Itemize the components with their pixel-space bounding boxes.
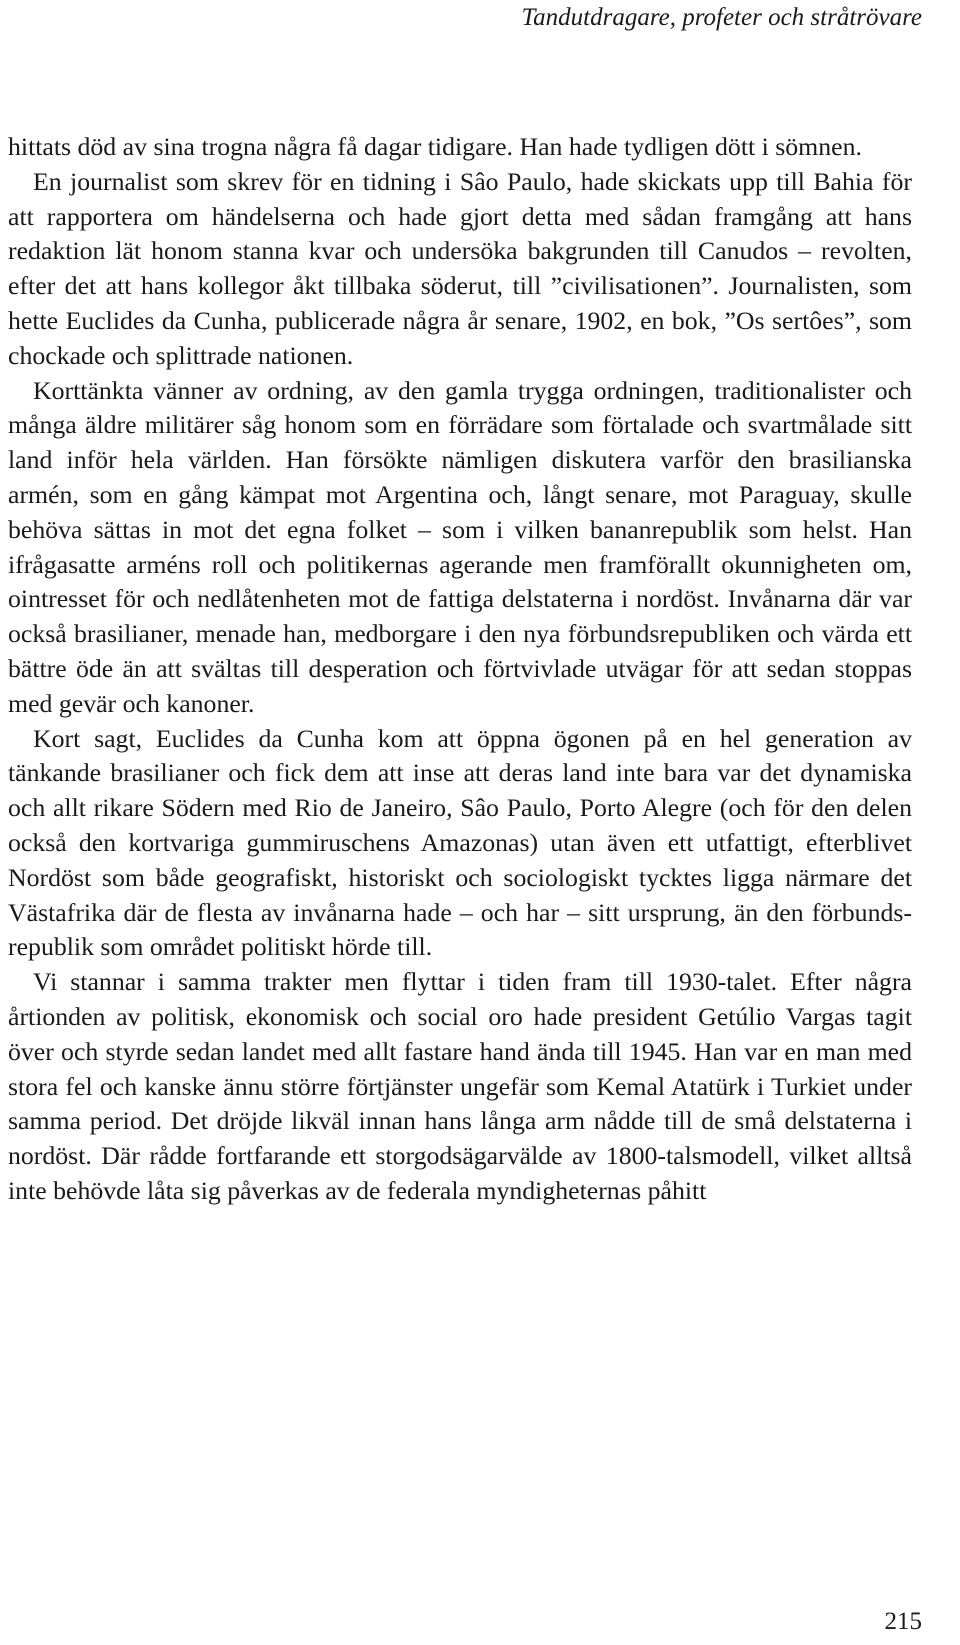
body-text — [8, 130, 912, 1209]
page-number: 215 — [884, 1608, 922, 1635]
paragraph-journalist: En journalist som skrev för en tidning i Sâo Paulo, hade skickats upp till Bahia för att rapportera om händelserna och hade gjort detta med sådan framgång att hans redaktion lät honom stanna kvar och undersöka bakgrunden till Canudos – revolten, efter det att hans kollegor åkt tillbaka söderut, till ”civilisationen”. Journalisten, som hette Euclides da Cunha, publicerade några år senare, 1902, en bok, ”Os sertôes”, som chockade och splittrade nationen. — [8, 166, 912, 370]
paragraph-critics: Korttänkta vänner av ordning, av den gamla trygga ordningen, traditionalister och många äldre militärer såg honom som en förrädare som förtalade och svartmålade sitt land inför hela världen. Han försökte nämligen diskutera varför den brasilianska armén, som en gång kämpat mot Argentina och, långt senare, mot Paraguay, skulle behöva sättas in mot det egna folket – som i vilken bananrepublik som helst. Han ifrågasatte arméns roll och politikernas agerande men framförallt okunnigheten om, ointresset för och nedlåtenheten mot de fattiga delstaterna i nordöst. Invånarna där var också brasilianer, menade han, medborgare i den nya förbundsrepubliken och värda ett bättre öde än att svältas till desperation och förtvivlade utvägar för att sedan stoppas med gevär och kanoner. — [8, 375, 912, 718]
paragraph-continuation: hittats död av sina trogna några få dagar tidigare. Han hade tydligen dött i sömnen. — [8, 132, 862, 161]
running-header: Tandutdragare, profeter och stråtrövare — [521, 4, 922, 31]
paragraph-vargas: Vi stannar i samma trakter men flyttar i tiden fram till 1930-talet. Efter några årtionden av politisk, ekonomisk och social oro hade president Getúlio Vargas tagit över och styrde sedan landet med allt fastare hand ända till 1945. Han var en man med stora fel och kanske ännu större förtjänster ungefär som Kemal Atatürk i Turkiet under samma period. Det dröjde likväl innan hans långa arm nådde till de små delstaterna i nordöst. Där rådde fortfarande ett storgodsägarvälde av 1800-talsmodell, vilket alltså inte behövde låta sig påverkas av de federala myndigheternas påhitt — [8, 967, 912, 1205]
paragraph-generation: Kort sagt, Euclides da Cunha kom att öppna ögonen på en hel generation av tänkande brasilianer och fick dem att inse att deras land inte bara var det dynamiska och allt rikare Södern med Rio de Janeiro, Sâo Paulo, Porto Alegre (och för den delen också den kortvariga gummiruschens Amazonas) utan även ett utfattigt, efterblivet Nordöst som både geografiskt, historiskt och sociologiskt tycktes ligga närmare det Västafrika där de flesta av invånarna hade – och har – sitt ursprung, än den förbundsrepublik som området politiskt hörde till. — [8, 723, 912, 962]
